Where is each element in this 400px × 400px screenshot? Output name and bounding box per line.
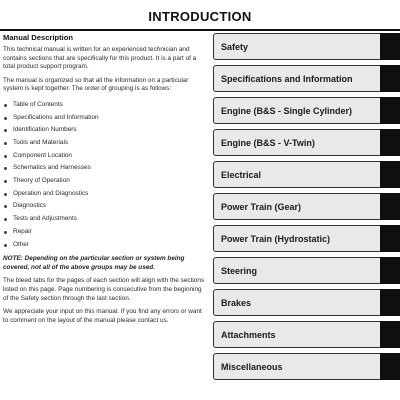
- tab-attachments[interactable]: Attachments: [213, 321, 380, 348]
- tab-specifications-and-information[interactable]: Specifications and Information: [213, 65, 380, 92]
- tab-engine-single-cylinder[interactable]: Engine (B&S - Single Cylinder): [213, 97, 380, 124]
- bleed-tab-edge: [380, 97, 400, 124]
- tab-miscellaneous[interactable]: Miscellaneous: [213, 353, 380, 380]
- bleed-tab-edge: [380, 257, 400, 284]
- tab-power-train-gear[interactable]: Power Train (Gear): [213, 193, 380, 220]
- bleed-tabs-paragraph: The bleed tabs for the pages of each section will align with the sections listed on this page. Page numbering is consecutive from the beginning of the Safety section through the last section.: [3, 277, 205, 302]
- tab-engine-v-twin[interactable]: Engine (B&S - V-Twin): [213, 129, 380, 156]
- title-divider: [0, 29, 400, 31]
- bleed-tab-edge: [380, 193, 400, 220]
- organization-paragraph: The manual is organized so that all the information on a particular system is kept together. The order of grouping is as follows:: [3, 76, 189, 93]
- intro-paragraph: This technical manual is written for an experienced technician and contains sections that are specifically for this product. It is a part of a total product support program.: [3, 46, 197, 71]
- bleed-tab-edge: [380, 33, 400, 60]
- list-item: Component Location: [3, 150, 207, 163]
- list-item: Tests and Adjustments: [3, 213, 207, 226]
- bleed-tab-edge: [380, 65, 400, 92]
- tab-power-train-hydrostatic[interactable]: Power Train (Hydrostatic): [213, 225, 380, 252]
- list-item: Tools and Materials: [3, 137, 207, 150]
- list-item: Operation and Diagnostics: [3, 188, 207, 201]
- bleed-tab-edge: [380, 321, 400, 348]
- note-paragraph: NOTE: Depending on the particular section or system being covered, not all of the above groups may be used.: [3, 255, 185, 271]
- list-item: Theory of Operation: [3, 175, 207, 188]
- manual-description-column: [3, 33, 207, 330]
- list-item: Diagnostics: [3, 200, 207, 213]
- list-item: Schematics and Harnesses: [3, 162, 207, 175]
- grouping-list: [3, 99, 207, 251]
- feedback-paragraph: We appreciate your input on this manual. If you find any errors or want to comment on the layout of the manual please contact us.: [3, 308, 202, 324]
- bleed-tab-edge: [380, 129, 400, 156]
- bleed-tab-edge: [380, 289, 400, 316]
- list-item: Specifications and Information: [3, 112, 207, 125]
- list-item: Identification Numbers: [3, 124, 207, 137]
- list-item: Table of Contents: [3, 99, 207, 112]
- tab-electrical[interactable]: Electrical: [213, 161, 380, 188]
- manual-description-heading: Manual Description: [3, 33, 74, 42]
- tab-safety[interactable]: Safety: [213, 33, 380, 60]
- list-item: Other: [3, 239, 207, 252]
- tab-brakes[interactable]: Brakes: [213, 289, 380, 316]
- page-title: INTRODUCTION: [148, 9, 252, 24]
- bleed-tab-edge: [380, 225, 400, 252]
- tab-steering[interactable]: Steering: [213, 257, 380, 284]
- bleed-tab-edge: [380, 353, 400, 380]
- bleed-tab-edge: [380, 161, 400, 188]
- list-item: Repair: [3, 226, 207, 239]
